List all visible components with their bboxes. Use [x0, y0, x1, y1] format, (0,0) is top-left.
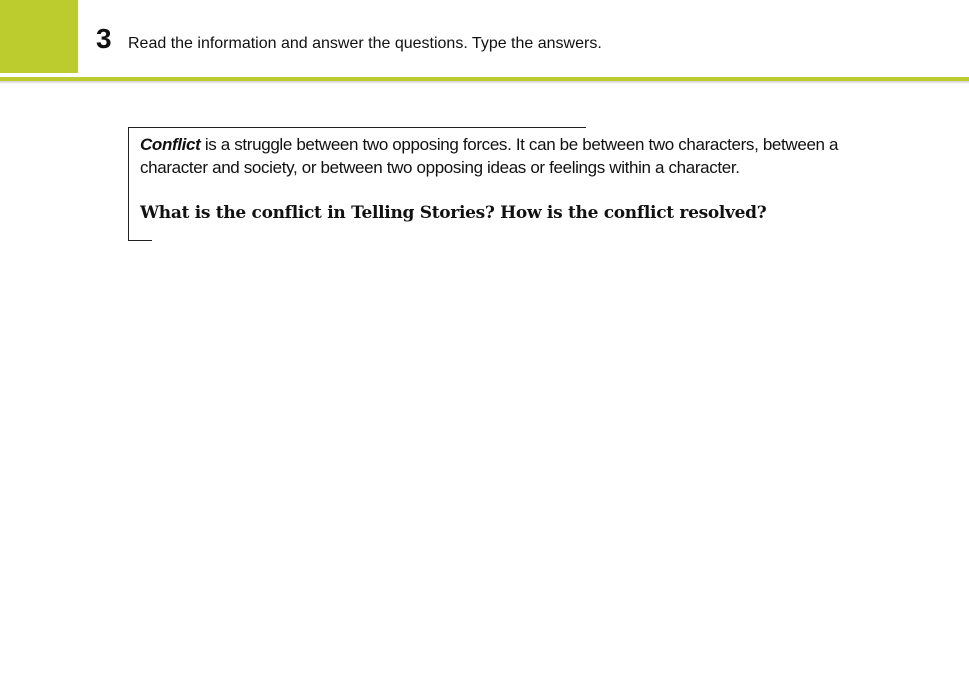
box-top-border [128, 127, 586, 128]
definition-term: Conflict [140, 135, 201, 154]
information-box [128, 127, 888, 241]
question-text: What is the conflict in Telling Stories? How is the conflict resolved? [140, 203, 767, 223]
box-left-border [128, 127, 129, 241]
box-bottom-border [128, 240, 152, 241]
definition-text [140, 133, 888, 179]
definition-body: is a struggle between two opposing forces. It can be between two characters, between a character and society, or between two opposing ideas or feelings within a character. [140, 135, 839, 177]
header-divider-shadow [0, 81, 969, 84]
header-accent-block [0, 0, 78, 73]
task-number: 3 [96, 23, 112, 54]
task-instruction: Read the information and answer the questions. Type the answers. [128, 35, 602, 52]
